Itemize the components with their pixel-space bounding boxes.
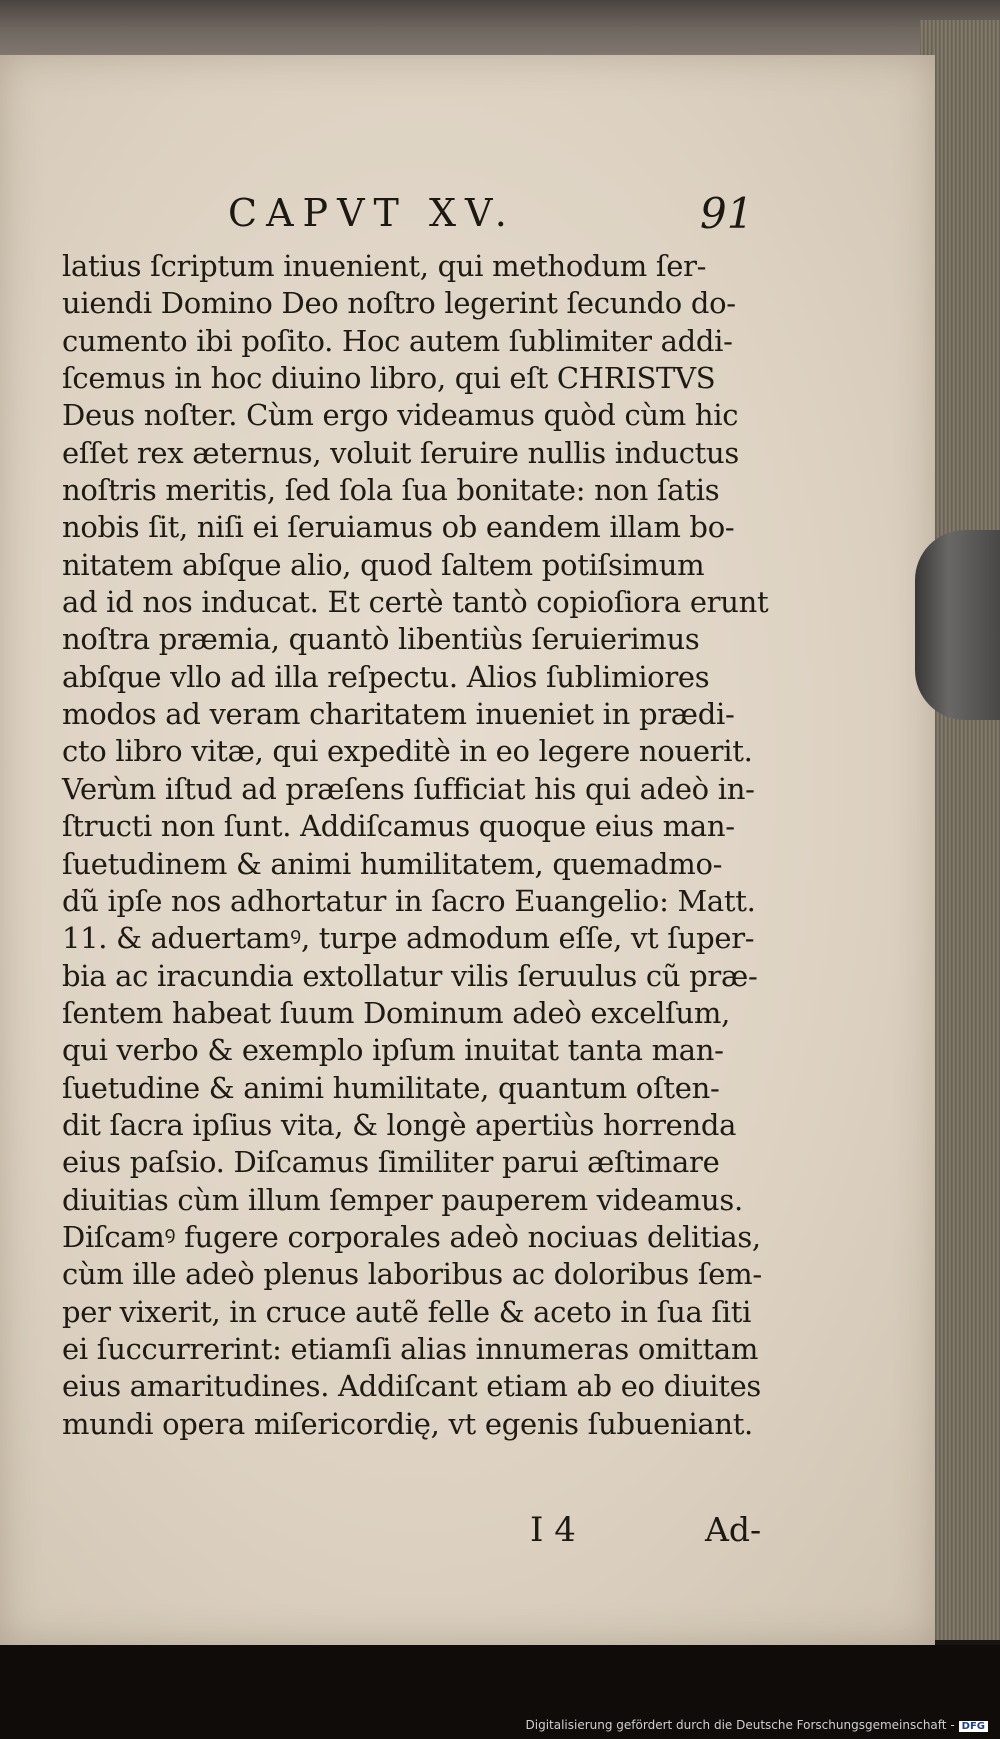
text-line: per vixerit, in cruce autẽ felle & aceto in ſua ſiti — [62, 1294, 752, 1329]
page-number: 91 — [700, 189, 754, 238]
text-line: abſque vllo ad illa reſpectu. Alios ſublimiores — [62, 659, 710, 694]
text-line: nobis ſit, niſi ei ſeruiamus ob eandem illam bo- — [62, 510, 735, 545]
text-line: dũ ipſe nos adhortatur in ſacro Euangelio: Matt. — [62, 883, 756, 918]
text-line: eſſet rex æternus, voluit ſeruire nullis inductus — [62, 435, 739, 470]
catchword: Ad- — [705, 1510, 762, 1549]
body-text — [62, 248, 767, 1443]
text-line: uiendi Domino Deo noſtro legerint ſecundo do- — [62, 286, 736, 321]
text-line: Deus noſter. Cùm ergo videamus quòd cùm hic — [62, 398, 739, 433]
text-line: Diſcamꝰ fugere corporales adeò nociuas delitias, — [62, 1219, 761, 1254]
text-line: bia ac iracundia extollatur vilis ſeruulus cũ præ- — [62, 958, 758, 993]
text-line: ad id nos inducat. Et certè tantò copioſiora erunt — [62, 585, 769, 620]
text-line: modos ad veram charitatem inueniet in prædi- — [62, 697, 735, 732]
text-line: mundi opera miſericordię, vt egenis ſubueniant. — [62, 1406, 753, 1441]
book-page — [0, 55, 935, 1645]
text-line: ſtructi non ſunt. Addiſcamus quoque eius man- — [62, 809, 735, 844]
text-line: cùm ille adeò plenus laboribus ac doloribus ſem- — [62, 1257, 762, 1292]
running-title: CAPVT XV. — [228, 191, 516, 235]
text-line: ſcemus in hoc diuino libro, qui eſt CHRISTVS — [62, 361, 716, 396]
text-line: diuitias cùm illum ſemper pauperem videamus. — [62, 1182, 743, 1217]
text-line: cto libro vitæ, qui expeditè in eo legere nouerit. — [62, 734, 753, 769]
page-footer — [0, 1510, 935, 1560]
text-line: qui verbo & exemplo ipſum inuitat tanta man- — [62, 1033, 724, 1068]
text-line: latius ſcriptum inuenient, qui methodum ſer- — [62, 249, 707, 283]
signature-mark: I 4 — [530, 1510, 576, 1550]
page-header — [0, 191, 935, 241]
text-line: noſtra præmia, quantò libentiùs ſeruierimus — [62, 622, 700, 657]
text-line: eius amaritudines. Addiſcant etiam ab eo diuites — [62, 1369, 762, 1404]
dfg-logo-icon: DFG — [959, 1721, 988, 1732]
text-line: nitatem abſque alio, quod ſaltem potiſsimum — [62, 547, 705, 582]
text-line: ſuetudine & animi humilitate, quantum oſten- — [62, 1070, 720, 1105]
text-line: ei ſuccurrerint: etiamſi alias innumeras omittam — [62, 1331, 759, 1366]
book-clip — [915, 530, 1000, 720]
text-line: cumento ibi poſito. Hoc autem ſublimiter addi- — [62, 323, 733, 358]
text-line: Verùm iſtud ad præſens ſufficiat his qui adeò in- — [62, 771, 755, 806]
text-line: 11. & aduertamꝰ, turpe admodum eſſe, vt ſuper- — [62, 921, 755, 956]
text-line: dit ſacra ipſius vita, & longè apertiùs horrenda — [62, 1107, 737, 1142]
text-line: ſentem habeat ſuum Dominum adeò excelſum, — [62, 995, 731, 1030]
digitization-credit — [526, 1718, 989, 1732]
text-line: noſtris meritis, ſed ſola ſua bonitate: non ſatis — [62, 473, 720, 508]
text-line: ſuetudinem & animi humilitatem, quemadmo- — [62, 846, 723, 881]
credit-text: Digitalisierung gefördert durch die Deutsche Forschungsgemeinschaft - — [525, 1718, 955, 1732]
text-line: eius paſsio. Diſcamus ſimiliter parui æſtimare — [62, 1145, 720, 1180]
